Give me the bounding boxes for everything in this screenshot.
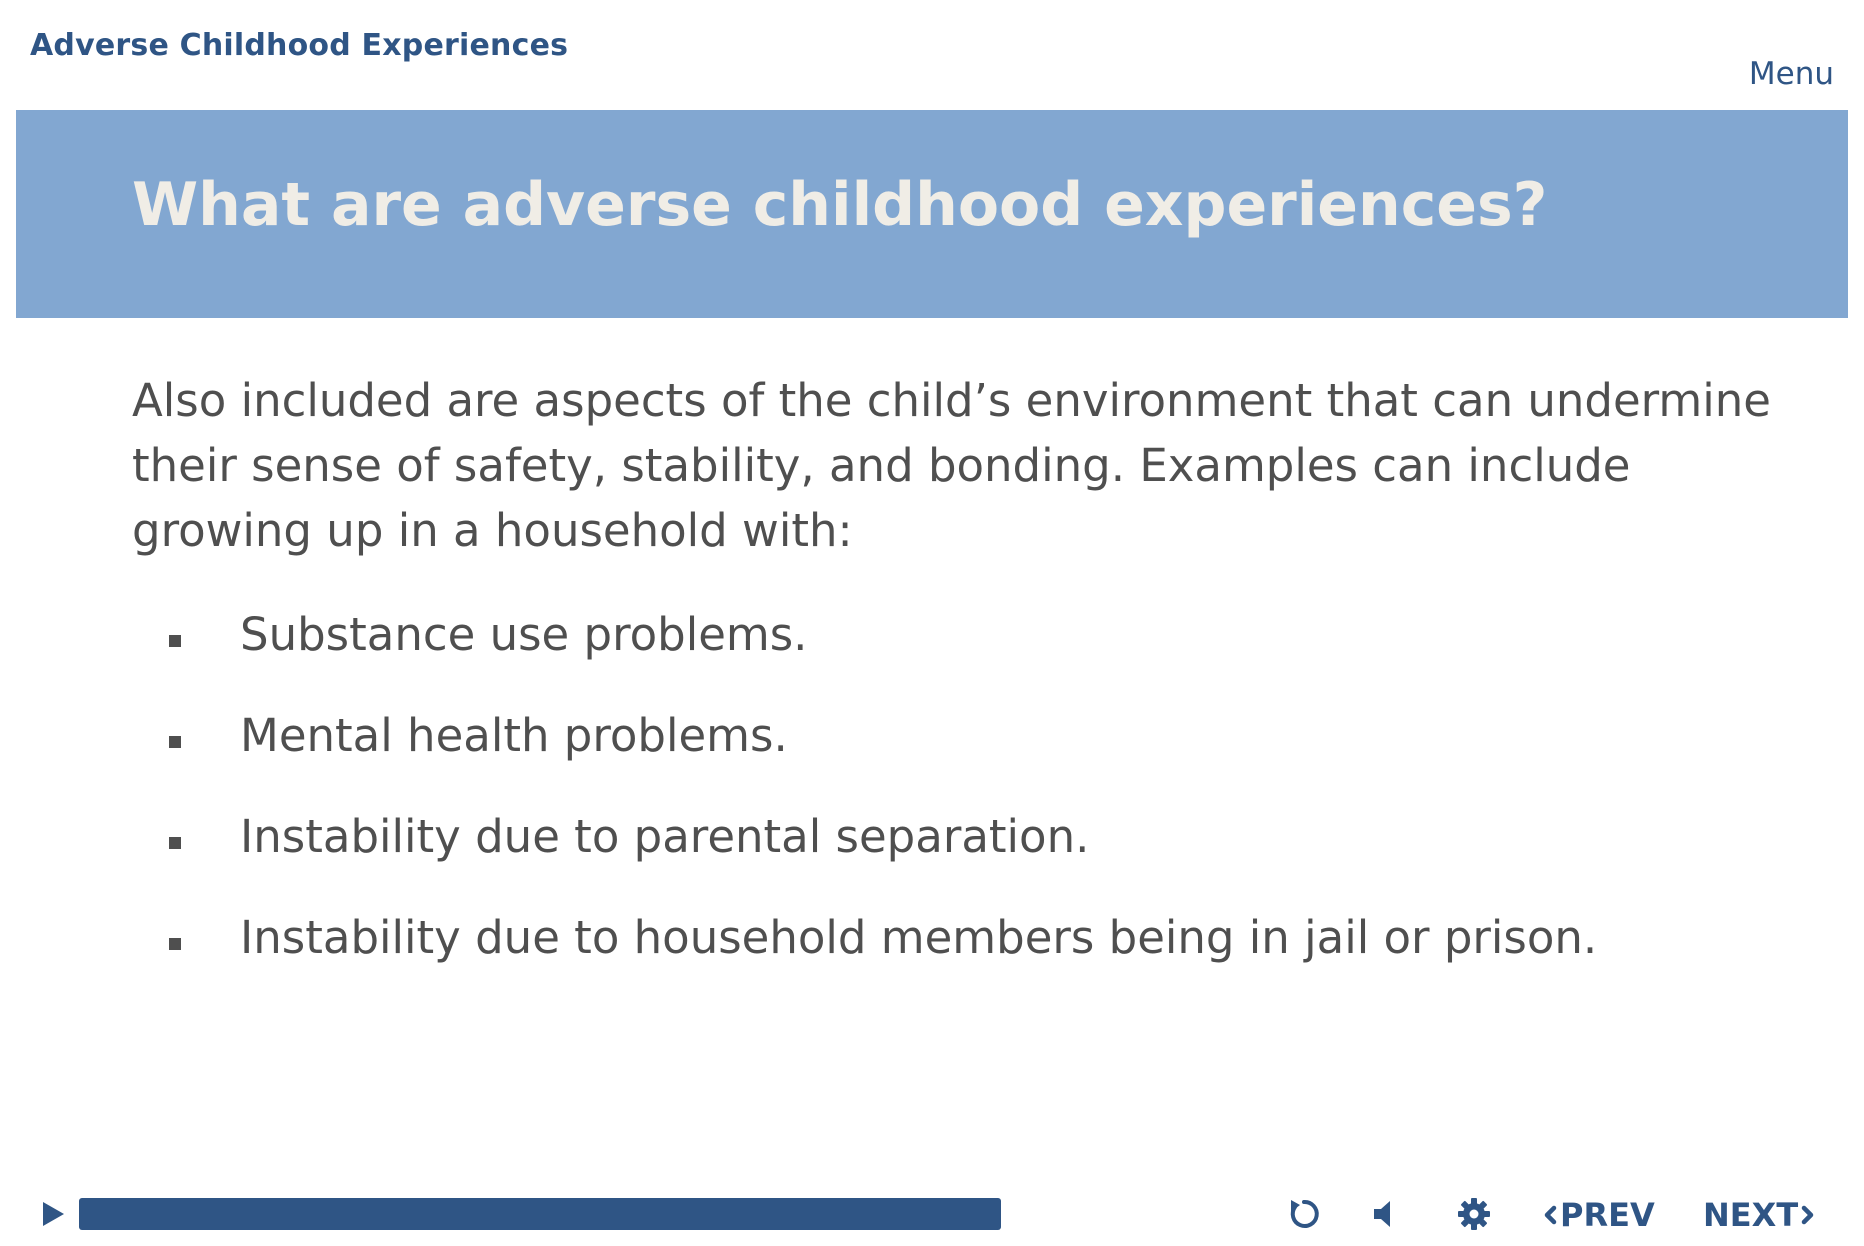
slide-intro-text: Also included are aspects of the child’s environment that can undermine their sense of safety, stability, and bonding. Examples can include growing up in a household with:	[132, 374, 1771, 557]
play-icon	[40, 1200, 66, 1228]
replay-button[interactable]	[1284, 1194, 1324, 1234]
bullet-text: Instability due to parental separation.	[240, 810, 1090, 863]
gear-icon	[1454, 1194, 1494, 1234]
bullet-marker	[169, 837, 181, 849]
list-item	[132, 810, 1772, 911]
list-item	[132, 911, 1772, 1012]
prev-button[interactable]	[1540, 1196, 1655, 1234]
bullet-text: Substance use problems.	[240, 608, 808, 661]
bullet-text: Instability due to household members being in jail or prison.	[240, 911, 1598, 964]
title-banner	[16, 110, 1848, 318]
bullet-marker	[169, 635, 181, 647]
list-item	[132, 608, 1772, 709]
progress-fill	[79, 1198, 1001, 1230]
settings-button[interactable]	[1454, 1194, 1494, 1234]
volume-button[interactable]	[1364, 1194, 1404, 1234]
chevron-left-icon	[1540, 1202, 1560, 1228]
menu-button[interactable]: Menu	[1748, 56, 1834, 92]
play-button[interactable]	[40, 1200, 66, 1228]
next-button[interactable]	[1703, 1196, 1818, 1234]
replay-icon	[1284, 1194, 1324, 1234]
next-label: NEXT	[1703, 1196, 1799, 1234]
course-title: Adverse Childhood Experiences	[30, 28, 569, 63]
bullet-marker	[169, 736, 181, 748]
player-controls	[0, 1180, 1864, 1246]
list-item	[132, 709, 1772, 810]
slide-title: What are adverse childhood experiences?	[132, 170, 1548, 240]
bullet-text: Mental health problems.	[240, 709, 788, 762]
volume-icon	[1364, 1194, 1404, 1234]
bullet-marker	[169, 938, 181, 950]
prev-label: PREV	[1560, 1196, 1655, 1234]
progress-bar[interactable]	[79, 1198, 1001, 1230]
chevron-right-icon	[1798, 1202, 1818, 1228]
bullet-list	[132, 608, 1772, 1012]
